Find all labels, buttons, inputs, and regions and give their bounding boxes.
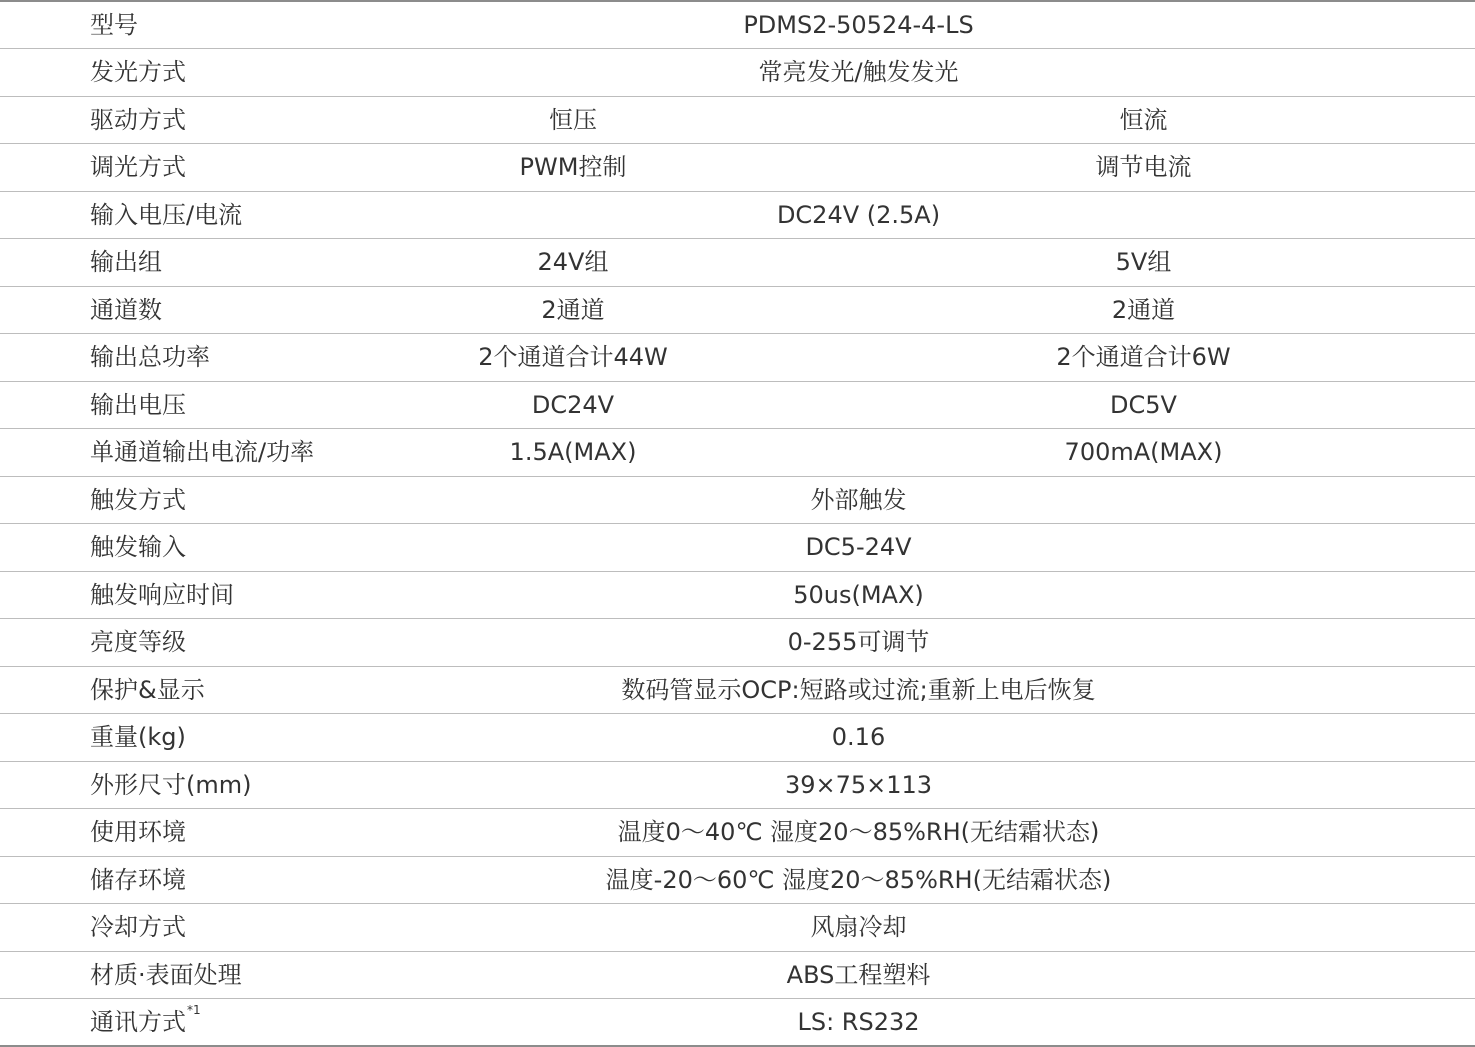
- spec-row: [0, 239, 1475, 287]
- spec-label: 触发输入: [0, 524, 430, 572]
- spec-value-left: 2个通道合计44W: [430, 334, 858, 382]
- spec-row: [0, 286, 1475, 334]
- spec-value: PDMS2-50524-4-LS: [430, 1, 1475, 49]
- spec-value: ABS工程塑料: [430, 951, 1475, 999]
- spec-label: 输出总功率: [0, 334, 430, 382]
- spec-label: 重量(kg): [0, 714, 430, 762]
- spec-value-right: 恒流: [858, 96, 1475, 144]
- spec-value: 外部触发: [430, 476, 1475, 524]
- spec-row: [0, 904, 1475, 952]
- spec-value: DC5-24V: [430, 524, 1475, 572]
- spec-row: [0, 666, 1475, 714]
- spec-label: 储存环境: [0, 856, 430, 904]
- spec-label: 通道数: [0, 286, 430, 334]
- spec-value: 常亮发光/触发发光: [430, 49, 1475, 97]
- spec-value-left: DC24V: [430, 381, 858, 429]
- spec-label: 冷却方式: [0, 904, 430, 952]
- spec-value-right: 5V组: [858, 239, 1475, 287]
- spec-label: 发光方式: [0, 49, 430, 97]
- spec-row: [0, 999, 1475, 1047]
- spec-value: LS: RS232: [430, 999, 1475, 1047]
- spec-value: 温度-20～60℃ 湿度20～85%RH(无结霜状态): [430, 856, 1475, 904]
- spec-row: [0, 476, 1475, 524]
- spec-row: [0, 951, 1475, 999]
- spec-label: 输出电压: [0, 381, 430, 429]
- spec-row: [0, 856, 1475, 904]
- spec-value-right: 调节电流: [858, 144, 1475, 192]
- spec-label: 使用环境: [0, 809, 430, 857]
- spec-value: 39×75×113: [430, 761, 1475, 809]
- spec-row: [0, 524, 1475, 572]
- spec-row: [0, 1, 1475, 49]
- spec-label: 亮度等级: [0, 619, 430, 667]
- spec-label: 外形尺寸(mm): [0, 761, 430, 809]
- spec-label: 材质·表面处理: [0, 951, 430, 999]
- spec-label: 输入电压/电流: [0, 191, 430, 239]
- spec-row: [0, 571, 1475, 619]
- spec-row: [0, 191, 1475, 239]
- spec-label: 单通道输出电流/功率: [0, 429, 430, 477]
- spec-value-left: 1.5A(MAX): [430, 429, 858, 477]
- spec-row: [0, 429, 1475, 477]
- spec-row: [0, 96, 1475, 144]
- spec-row: [0, 619, 1475, 667]
- spec-row: [0, 334, 1475, 382]
- footnote-marker: *1: [187, 1003, 201, 1017]
- spec-label: 调光方式: [0, 144, 430, 192]
- spec-value-right: 2个通道合计6W: [858, 334, 1475, 382]
- spec-value-right: DC5V: [858, 381, 1475, 429]
- spec-label: 型号: [0, 1, 430, 49]
- spec-label: 通讯方式$^{*1}$: [0, 999, 430, 1047]
- spec-row: [0, 714, 1475, 762]
- spec-value: 风扇冷却: [430, 904, 1475, 952]
- spec-label: 驱动方式: [0, 96, 430, 144]
- spec-label: 输出组: [0, 239, 430, 287]
- spec-value: 数码管显示OCP:短路或过流;重新上电后恢复: [430, 666, 1475, 714]
- spec-value-right: 700mA(MAX): [858, 429, 1475, 477]
- spec-value: DC24V (2.5A): [430, 191, 1475, 239]
- spec-row: [0, 761, 1475, 809]
- spec-value-left: PWM控制: [430, 144, 858, 192]
- spec-row: [0, 49, 1475, 97]
- spec-label: 触发方式: [0, 476, 430, 524]
- spec-value-left: 2通道: [430, 286, 858, 334]
- spec-value: 0-255可调节: [430, 619, 1475, 667]
- spec-label: 保护&显示: [0, 666, 430, 714]
- spec-row: [0, 144, 1475, 192]
- spec-row: [0, 809, 1475, 857]
- spec-value: 50us(MAX): [430, 571, 1475, 619]
- spec-value-left: 24V组: [430, 239, 858, 287]
- spec-value: 温度0～40℃ 湿度20～85%RH(无结霜状态): [430, 809, 1475, 857]
- spec-row: [0, 381, 1475, 429]
- spec-value-right: 2通道: [858, 286, 1475, 334]
- spec-label: 触发响应时间: [0, 571, 430, 619]
- spec-value-left: 恒压: [430, 96, 858, 144]
- spec-value: 0.16: [430, 714, 1475, 762]
